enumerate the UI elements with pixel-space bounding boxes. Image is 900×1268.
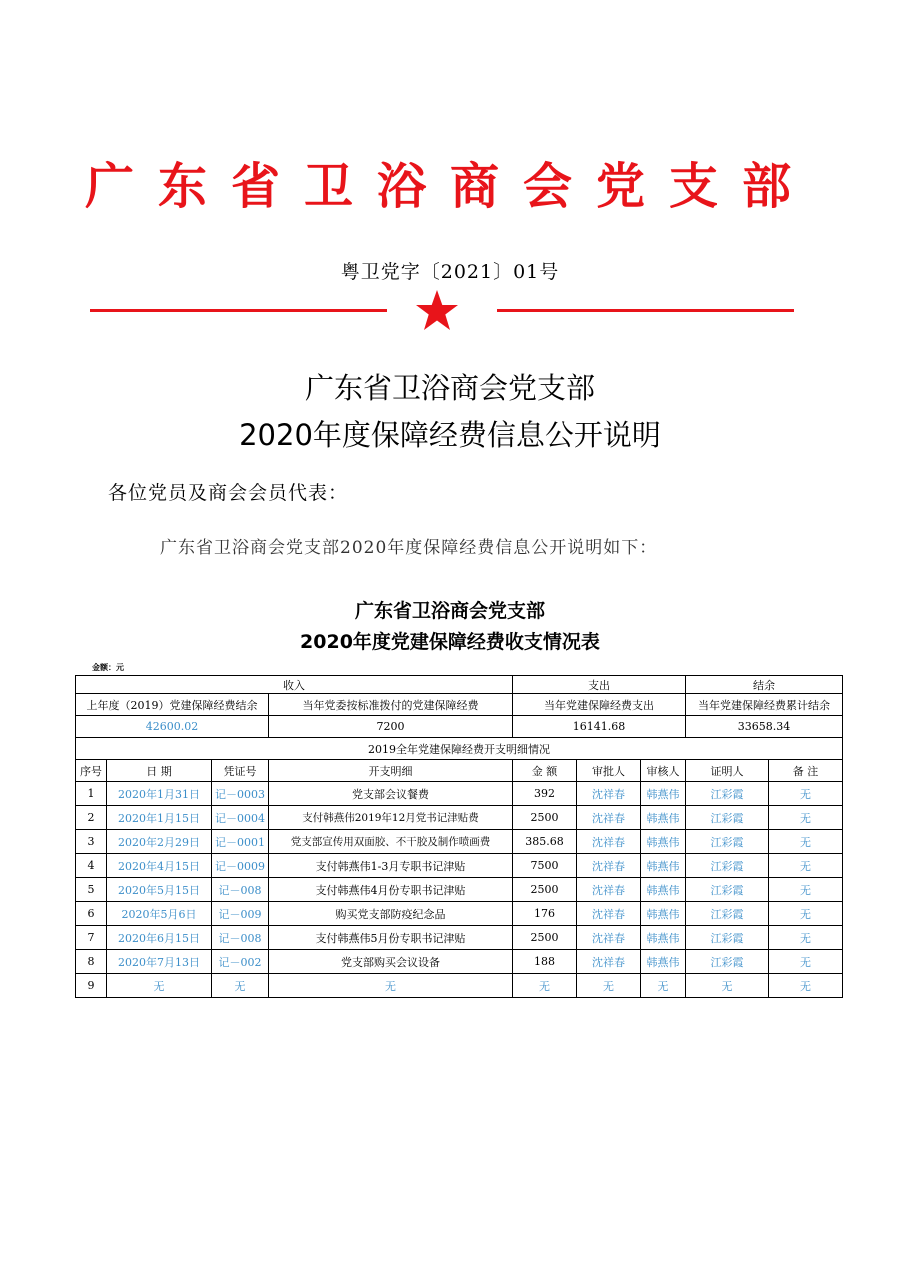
cell-approver: 无 <box>577 974 641 998</box>
red-rule-right <box>497 309 794 312</box>
table-title-line1: 广东省卫浴商会党支部 <box>354 600 545 622</box>
current-expense-value: 16141.68 <box>513 716 686 738</box>
cell-approver: 沈祥春 <box>577 902 641 926</box>
column-header: 序号 <box>76 760 107 782</box>
cell-voucher: 记－0004 <box>212 806 269 830</box>
cell-note: 无 <box>769 782 843 806</box>
table-row <box>76 830 843 854</box>
cumulative-balance-label: 当年党建保障经费累计结余 <box>686 694 843 716</box>
intro-paragraph: 广东省卫浴商会党支部2020年度保障经费信息公开说明如下： <box>160 538 658 558</box>
table-row <box>76 782 843 806</box>
summary-header-row <box>76 676 843 694</box>
column-header: 备 注 <box>769 760 843 782</box>
cell-voucher: 记－008 <box>212 926 269 950</box>
table-row <box>76 926 843 950</box>
balance-header: 结余 <box>686 676 843 694</box>
page-title-line1: 广东省卫浴商会党支部 <box>304 371 595 405</box>
detail-rows <box>76 782 843 998</box>
cell-detail: 党支部宣传用双面胶、不干胶及制作喷画费 <box>269 830 513 854</box>
cell-date: 2020年5月15日 <box>107 878 212 902</box>
cell-no: 2 <box>76 806 107 830</box>
cell-auditor: 韩燕伟 <box>641 830 686 854</box>
cell-note: 无 <box>769 974 843 998</box>
detail-section-title: 2019全年党建保障经费开支明细情况 <box>76 738 843 760</box>
cell-no: 7 <box>76 926 107 950</box>
detail-section-row <box>76 738 843 760</box>
cell-no: 5 <box>76 878 107 902</box>
table-row <box>76 878 843 902</box>
cell-no: 4 <box>76 854 107 878</box>
cell-note: 无 <box>769 806 843 830</box>
cell-voucher: 记－0001 <box>212 830 269 854</box>
column-header: 审核人 <box>641 760 686 782</box>
cell-witness: 江彩霞 <box>686 830 769 854</box>
unit-note: 金额：元 <box>92 663 124 672</box>
cell-auditor: 韩燕伟 <box>641 902 686 926</box>
cell-witness: 江彩霞 <box>686 926 769 950</box>
cell-approver: 沈祥春 <box>577 878 641 902</box>
cell-no: 3 <box>76 830 107 854</box>
cumulative-balance-value: 33658.34 <box>686 716 843 738</box>
allocated-label: 当年党委按标准拨付的党建保障经费 <box>269 694 513 716</box>
cell-voucher: 记－009 <box>212 902 269 926</box>
cell-voucher: 记－0003 <box>212 782 269 806</box>
cell-date: 2020年1月31日 <box>107 782 212 806</box>
cell-auditor: 韩燕伟 <box>641 782 686 806</box>
cell-witness: 江彩霞 <box>686 854 769 878</box>
cell-witness: 江彩霞 <box>686 902 769 926</box>
cell-date: 无 <box>107 974 212 998</box>
cell-note: 无 <box>769 854 843 878</box>
cell-amount: 2500 <box>513 878 577 902</box>
cell-voucher: 记－0009 <box>212 854 269 878</box>
cell-amount: 392 <box>513 782 577 806</box>
cell-auditor: 韩燕伟 <box>641 926 686 950</box>
prev-balance-value: 42600.02 <box>76 716 269 738</box>
column-header: 金 额 <box>513 760 577 782</box>
cell-note: 无 <box>769 926 843 950</box>
cell-no: 6 <box>76 902 107 926</box>
cell-approver: 沈祥春 <box>577 806 641 830</box>
table-title-line2: 2020年度党建保障经费收支情况表 <box>300 631 600 653</box>
cell-auditor: 韩燕伟 <box>641 854 686 878</box>
cell-approver: 沈祥春 <box>577 950 641 974</box>
table-row <box>76 806 843 830</box>
red-rule-left <box>90 309 387 312</box>
cell-voucher: 无 <box>212 974 269 998</box>
prev-balance-label: 上年度（2019）党建保障经费结余 <box>76 694 269 716</box>
cell-note: 无 <box>769 902 843 926</box>
cell-amount: 176 <box>513 902 577 926</box>
cell-witness: 无 <box>686 974 769 998</box>
cell-auditor: 韩燕伟 <box>641 950 686 974</box>
summary-subheader-row <box>76 694 843 716</box>
cell-amount: 188 <box>513 950 577 974</box>
cell-no: 1 <box>76 782 107 806</box>
cell-amount: 7500 <box>513 854 577 878</box>
star-icon <box>414 288 460 334</box>
cell-witness: 江彩霞 <box>686 806 769 830</box>
table-row <box>76 902 843 926</box>
column-header: 开支明细 <box>269 760 513 782</box>
cell-detail: 党支部会议餐费 <box>269 782 513 806</box>
cell-date: 2020年2月29日 <box>107 830 212 854</box>
document-number: 粤卫党字〔2021〕01号 <box>340 261 560 283</box>
cell-detail: 支付韩燕伟5月份专职书记津贴 <box>269 926 513 950</box>
allocated-value: 7200 <box>269 716 513 738</box>
table-row <box>76 854 843 878</box>
cell-witness: 江彩霞 <box>686 878 769 902</box>
cell-approver: 沈祥春 <box>577 854 641 878</box>
cell-no: 8 <box>76 950 107 974</box>
cell-auditor: 无 <box>641 974 686 998</box>
cell-detail: 购买党支部防疫纪念品 <box>269 902 513 926</box>
cell-date: 2020年1月15日 <box>107 806 212 830</box>
table-row <box>76 950 843 974</box>
cell-note: 无 <box>769 878 843 902</box>
cell-amount: 无 <box>513 974 577 998</box>
cell-date: 2020年6月15日 <box>107 926 212 950</box>
cell-voucher: 记－008 <box>212 878 269 902</box>
cell-detail: 无 <box>269 974 513 998</box>
expense-table <box>75 675 843 998</box>
cell-approver: 沈祥春 <box>577 782 641 806</box>
cell-date: 2020年4月15日 <box>107 854 212 878</box>
cell-note: 无 <box>769 830 843 854</box>
cell-date: 2020年5月6日 <box>107 902 212 926</box>
cell-amount: 385.68 <box>513 830 577 854</box>
table-row <box>76 974 843 998</box>
cell-detail: 支付韩燕伟2019年12月党书记津贴费 <box>269 806 513 830</box>
cell-note: 无 <box>769 950 843 974</box>
cell-witness: 江彩霞 <box>686 950 769 974</box>
cell-approver: 沈祥春 <box>577 830 641 854</box>
cell-no: 9 <box>76 974 107 998</box>
cell-date: 2020年7月13日 <box>107 950 212 974</box>
column-header: 日 期 <box>107 760 212 782</box>
cell-detail: 支付韩燕伟4月份专职书记津贴 <box>269 878 513 902</box>
current-expense-label: 当年党建保障经费支出 <box>513 694 686 716</box>
cell-auditor: 韩燕伟 <box>641 806 686 830</box>
cell-voucher: 记－002 <box>212 950 269 974</box>
salutation: 各位党员及商会会员代表： <box>108 482 349 504</box>
cell-detail: 党支部购买会议设备 <box>269 950 513 974</box>
detail-column-header-row <box>76 760 843 782</box>
expense-header: 支出 <box>513 676 686 694</box>
income-header: 收入 <box>76 676 513 694</box>
cell-witness: 江彩霞 <box>686 782 769 806</box>
cell-auditor: 韩燕伟 <box>641 878 686 902</box>
page-title-line2: 2020年度保障经费信息公开说明 <box>239 418 661 452</box>
cell-detail: 支付韩燕伟1-3月专职书记津贴 <box>269 854 513 878</box>
column-header: 凭证号 <box>212 760 269 782</box>
cell-amount: 2500 <box>513 926 577 950</box>
column-header: 审批人 <box>577 760 641 782</box>
column-header: 证明人 <box>686 760 769 782</box>
cell-approver: 沈祥春 <box>577 926 641 950</box>
masthead: 广东省卫浴商会党支部 <box>84 157 815 215</box>
cell-amount: 2500 <box>513 806 577 830</box>
summary-value-row <box>76 716 843 738</box>
